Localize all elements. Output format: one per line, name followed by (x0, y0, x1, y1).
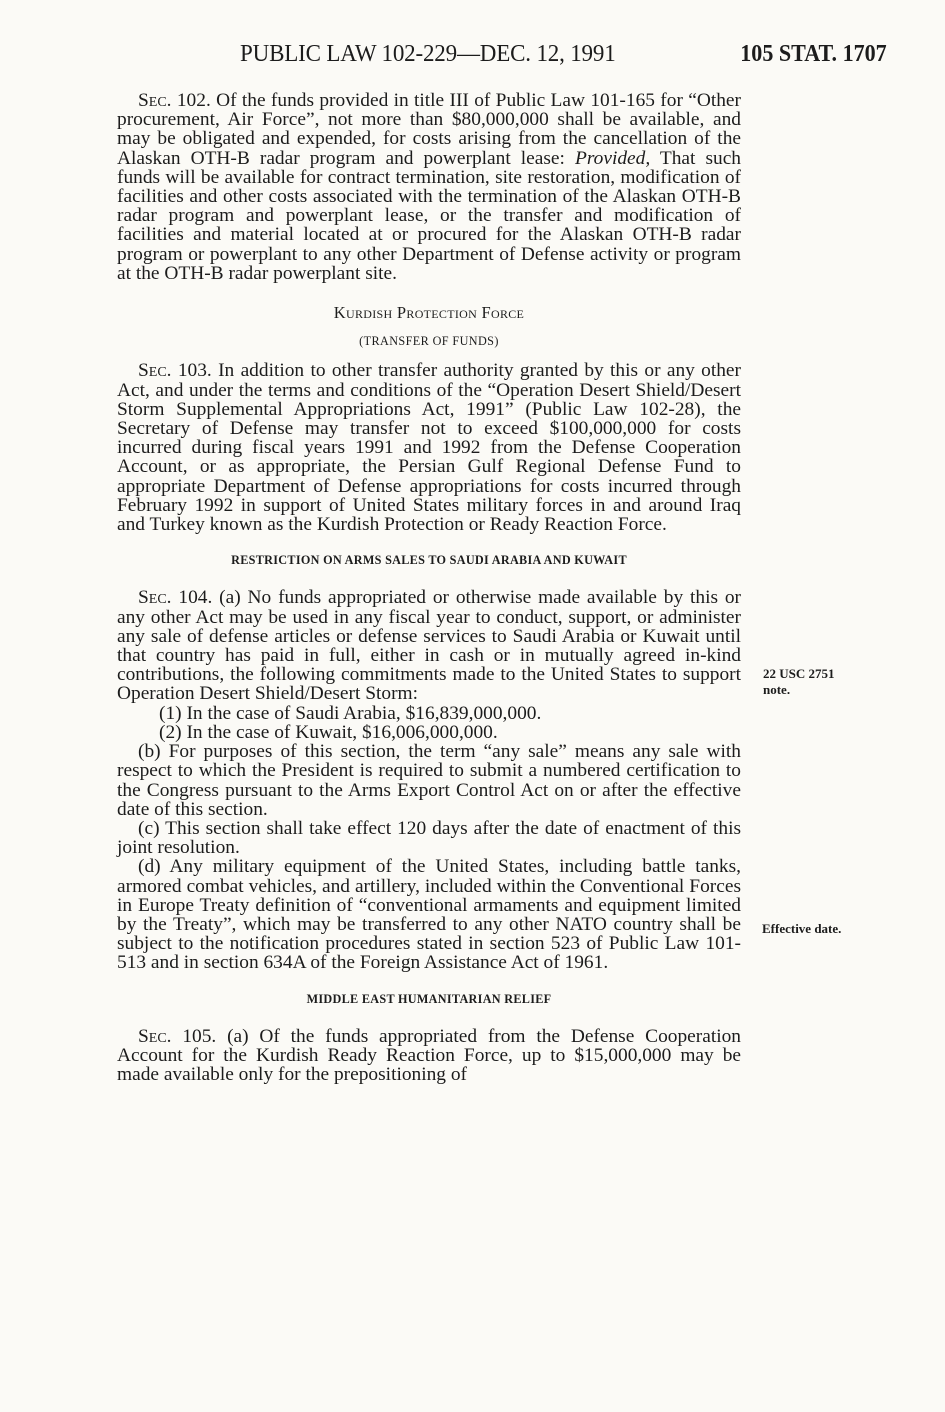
section-104-item-1: (1) In the case of Saudi Arabia, $16,839,000,000. (159, 702, 542, 724)
kurdish-heading: Kurdish Protection Force (333, 303, 525, 323)
section-104-item-2: (2) In the case of Kuwait, $16,006,000,000. (159, 721, 498, 743)
transfer-subheading: (TRANSFER OF FUNDS) (359, 334, 499, 349)
statute-page-number: 105 STAT. 1707 (740, 40, 887, 67)
arms-sales-heading: RESTRICTION ON ARMS SALES TO SAUDI ARABIA AND KUWAIT (231, 553, 627, 568)
sec-label: Sec. (138, 587, 172, 609)
section-105-text: 105. (a) Of the funds appropriated from the Defense Cooperation Account for the Kurdish Ready Reaction Force, up to $15,000,000 may be made available only for the prepositioning of (117, 1025, 741, 1086)
page-header (0, 40, 945, 70)
section-103 (117, 361, 741, 534)
usc-citation: 22 USC 2751 (763, 666, 835, 681)
section-102 (117, 91, 741, 283)
section-104-a-text: 104. (a) No funds appropriated or otherwise made available by this or any other Act may be used in any fiscal year to conduct, support, or administer any sale of defense articles or defense services to Saudi Arabia or Kuwait until that country has paid in full, either in cash or in mutually agreed in-kind contributions, the following commitments made to the United States to support Operation Desert Shield/Desert Storm: (117, 587, 741, 705)
section-104-a (117, 588, 741, 703)
document-body (117, 91, 741, 1084)
section-102-text-2: That such funds will be available for contract termination, site restoration, modification of facilities and other costs associated with the termination of the Alaskan OTH-B radar program and powerplant lease, or the transfer and modification of facilities and material located at or procured for the Alaskan OTH-B radar program or powerplant to any other Department of Defense activity or program at the OTH-B radar powerplant site. (117, 147, 741, 284)
section-102-text: 102. Of the funds provided in title III of Public Law 101-165 for “Other procurement, Air Force”, not more than $80,000,000 shall be available, and may be obligated and expended, for costs arising from the cancellation of the Alaskan OTH-B radar program and powerplant lease: (117, 90, 741, 169)
usc-margin-note (763, 666, 835, 698)
sec-label: Sec. (138, 90, 172, 111)
sec-label: Sec. (138, 360, 172, 382)
usc-note: note. (763, 682, 791, 697)
section-105 (117, 1027, 741, 1085)
section-104-b: (b) For purposes of this section, the term “any sale” means any sale with respect to which the President is required to submit a numbered certification to the Congress pursuant to the Arms Export Control Act on or after the effective date of this section. (117, 741, 741, 820)
page-title: PUBLIC LAW 102-229—DEC. 12, 1991 (240, 40, 616, 67)
provided-term: Provided, (574, 147, 651, 169)
sec-label: Sec. (138, 1025, 172, 1047)
middle-east-heading: MIDDLE EAST HUMANITARIAN RELIEF (306, 991, 552, 1006)
section-103-text: 103. In addition to other transfer authority granted by this or any other Act, and under the terms and conditions of the “Operation Desert Shield/Desert Storm Supplemental Appropriations Act, 1991” (Public Law 102-28), the Secretary of Defense may transfer not to exceed $100,000,000 for costs incurred during fiscal years 1991 and 1992 from the Defense Cooperation Account, or as appropriate, the Persian Gulf Regional Defense Fund to appropriate Department of Defense appropriations for costs incurred through February 1992 in support of United States military forces in and around Iraq and Turkey known as the Kurdish Protection or Ready Reaction Force. (117, 360, 741, 536)
section-104-d: (d) Any military equipment of the United States, including battle tanks, armored combat vehicles, and artillery, included within the Conventional Forces in Europe Treaty definition of “conventional armaments and equipment limited by the Treaty”, which may be transferred to any other NATO country shall be subject to the notification procedures stated in section 523 of Public Law 101-513 and in section 634A of the Foreign Assistance Act of 1961. (117, 856, 741, 974)
section-104-c: (c) This section shall take effect 120 days after the date of enactment of this joint resolution. (117, 817, 741, 859)
effective-date-note: Effective date. (762, 921, 842, 936)
